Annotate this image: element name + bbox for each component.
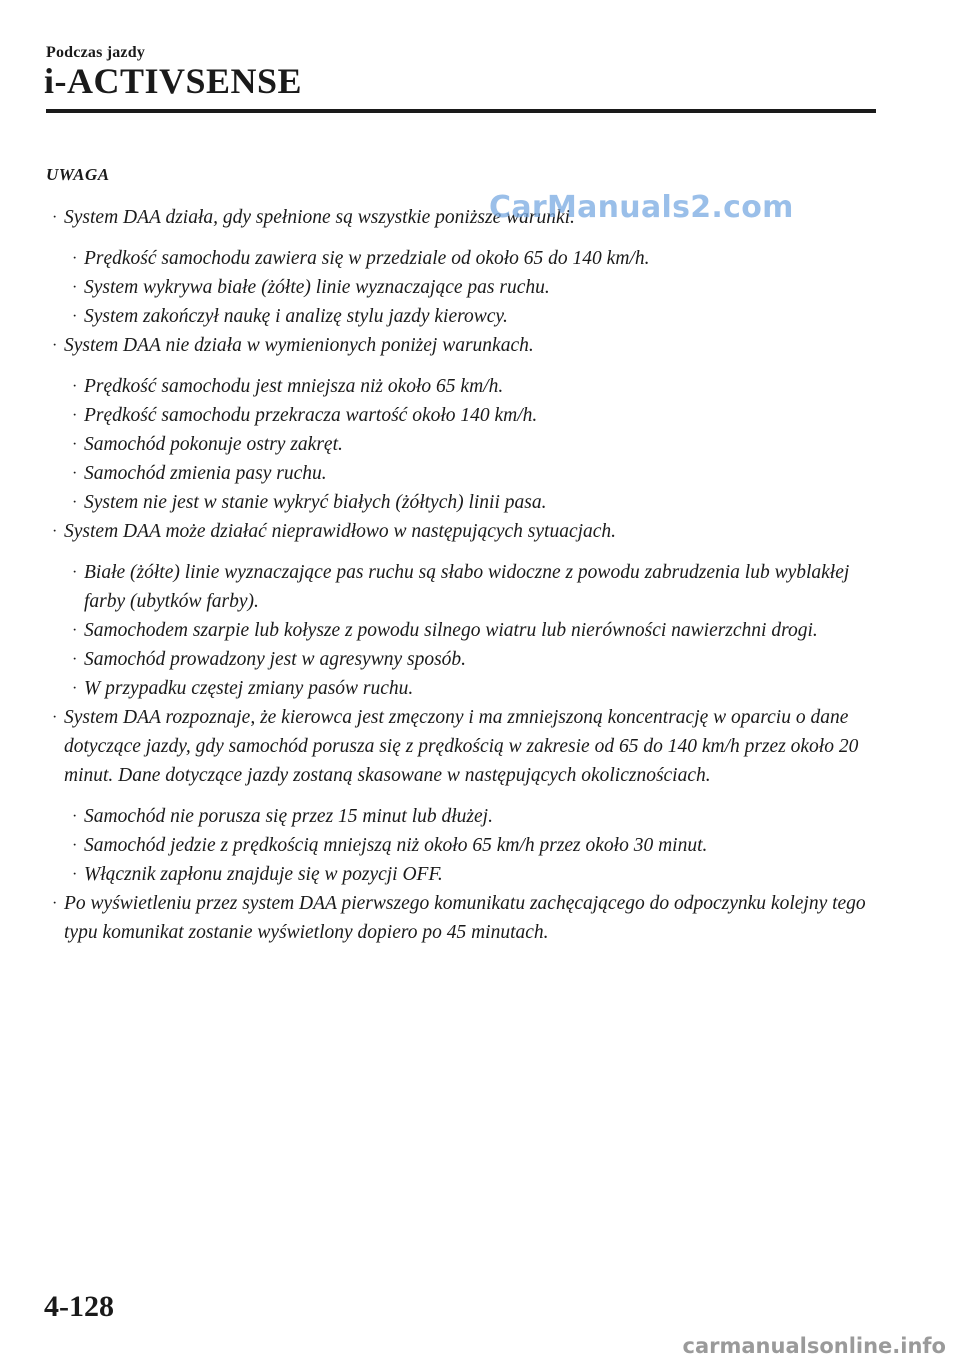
sub-bullet-text: Samochodem szarpie lub kołysze z powodu silnego wiatru lub nierówności nawierzchni drogi. <box>84 620 818 641</box>
sub-list <box>46 558 876 703</box>
header-rule <box>46 109 876 113</box>
bullet-dot-icon: · <box>72 465 78 482</box>
sub-bullet-item <box>46 430 876 459</box>
sub-bullet-item <box>46 488 876 517</box>
sub-bullet-text: Prędkość samochodu jest mniejsza niż około 65 km/h. <box>84 376 504 397</box>
sub-list <box>46 372 876 517</box>
sub-bullet-item <box>46 302 876 331</box>
sub-bullet-text: System wykrywa białe (żółte) linie wyznaczające pas ruchu. <box>84 277 550 298</box>
bullet-dot-icon: · <box>52 709 58 726</box>
bullet-dot-icon: · <box>72 622 78 639</box>
sub-bullet-item <box>46 860 876 889</box>
bullet-dot-icon: · <box>72 837 78 854</box>
bullet-dot-icon: · <box>52 523 58 540</box>
bullet-dot-icon: · <box>72 378 78 395</box>
sub-bullet-text: Samochód nie porusza się przez 15 minut lub dłużej. <box>84 806 493 827</box>
note-label: UWAGA <box>46 165 110 184</box>
bullet-dot-icon: · <box>52 209 58 226</box>
bullet-dot-icon: · <box>72 494 78 511</box>
sub-bullet-text: Białe (żółte) linie wyznaczające pas ruchu są słabo widoczne z powodu zabrudzenia lub wyblakłej farby (ubytków farby). <box>84 562 850 612</box>
sub-bullet-text: Prędkość samochodu przekracza wartość około 140 km/h. <box>84 405 538 426</box>
sub-bullet-item <box>46 459 876 488</box>
bullet-dot-icon: · <box>72 436 78 453</box>
note-content <box>46 160 876 947</box>
bullet-dot-icon: · <box>72 808 78 825</box>
sub-list <box>46 802 876 889</box>
sub-bullet-item <box>46 273 876 302</box>
sub-bullet-item <box>46 802 876 831</box>
bullet-dot-icon: · <box>52 895 58 912</box>
bullet-dot-icon: · <box>72 564 78 581</box>
bullet-dot-icon: · <box>72 407 78 424</box>
sub-bullet-item <box>46 645 876 674</box>
bullet-item <box>46 889 876 947</box>
sub-bullet-text: Samochód jedzie z prędkością mniejszą niż około 65 km/h przez około 30 minut. <box>84 835 708 856</box>
bullet-item <box>46 703 876 790</box>
bullet-item <box>46 517 876 546</box>
sub-bullet-item <box>46 372 876 401</box>
bullet-text: Po wyświetleniu przez system DAA pierwszego komunikatu zachęcającego do odpoczynku kolejny tego typu komunikat zostanie wyświetlony dopiero po 45 minutach. <box>64 893 866 943</box>
bullet-dot-icon: · <box>52 337 58 354</box>
bullet-dot-icon: · <box>72 866 78 883</box>
watermark-link[interactable]: CarManuals2.com <box>489 189 794 225</box>
bullet-dot-icon: · <box>72 680 78 697</box>
bullet-dot-icon: · <box>72 308 78 325</box>
bullet-item <box>46 331 876 360</box>
sub-bullet-item <box>46 831 876 860</box>
section-kicker: Podczas jazdy <box>46 44 146 61</box>
bullet-dot-icon: · <box>72 250 78 267</box>
sub-bullet-text: W przypadku częstej zmiany pasów ruchu. <box>84 678 414 699</box>
sub-bullet-text: Samochód prowadzony jest w agresywny sposób. <box>84 649 467 670</box>
sub-list <box>46 244 876 331</box>
bullet-text: System DAA rozpoznaje, że kierowca jest zmęczony i ma zmniejszoną koncentrację w oparciu o dane dotyczące jazdy, gdy samochód porusza się z prędkością w zakresie od 65 do 140 km/h przez około 20 minut. Dane dotyczące jazdy zostaną skasowane w następujących okolicznościach. <box>64 707 859 786</box>
bullet-text: System DAA działa, gdy spełnione są wszystkie poniższe warunki. <box>64 207 575 228</box>
sub-bullet-text: Włącznik zapłonu znajduje się w pozycji OFF. <box>84 864 443 885</box>
sub-bullet-item <box>46 244 876 273</box>
page-number: 4-128 <box>44 1290 114 1323</box>
bullet-dot-icon: · <box>72 279 78 296</box>
sub-bullet-text: Samochód zmienia pasy ruchu. <box>84 463 327 484</box>
bullet-text: System DAA nie działa w wymienionych poniżej warunkach. <box>64 335 534 356</box>
sub-bullet-text: Samochód pokonuje ostry zakręt. <box>84 434 343 455</box>
sub-bullet-text: System zakończył naukę i analizę stylu jazdy kierowcy. <box>84 306 508 327</box>
footer-watermark-link[interactable]: carmanualsonline.info <box>682 1334 946 1358</box>
sub-bullet-item <box>46 558 876 616</box>
sub-bullet-text: Prędkość samochodu zawiera się w przedziale od około 65 do 140 km/h. <box>84 248 650 269</box>
bullet-dot-icon: · <box>72 651 78 668</box>
bullet-text: System DAA może działać nieprawidłowo w następujących sytuacjach. <box>64 521 617 542</box>
sub-bullet-item <box>46 616 876 645</box>
sub-bullet-item <box>46 401 876 430</box>
section-title: i-ACTIVSENSE <box>44 61 303 101</box>
sub-bullet-text: System nie jest w stanie wykryć białych (żółtych) linii pasa. <box>84 492 547 513</box>
sub-bullet-item <box>46 674 876 703</box>
